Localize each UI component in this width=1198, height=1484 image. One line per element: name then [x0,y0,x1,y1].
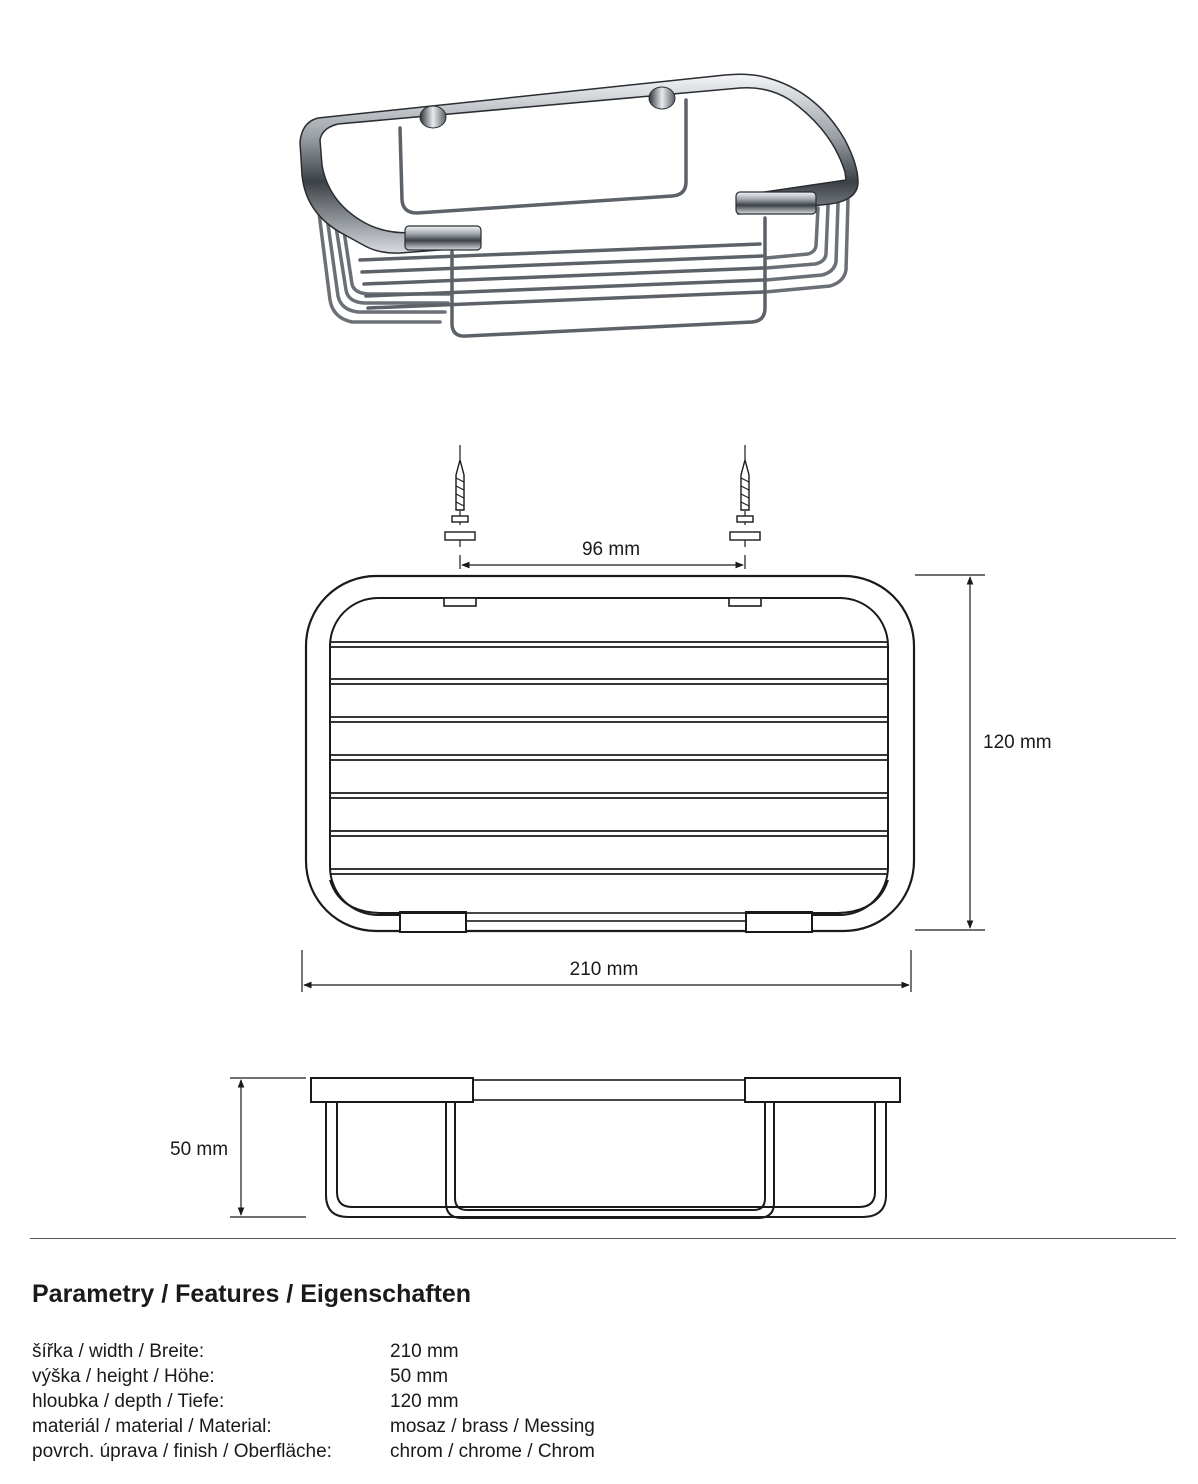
front-view-drawing [230,1078,900,1218]
top-view-drawing [302,445,985,992]
feature-label: materiál / material / Material: [32,1416,272,1437]
feature-label: povrch. úprava / finish / Oberfläche: [32,1441,332,1462]
table-row [32,1364,595,1389]
feature-label: hloubka / depth / Tiefe: [32,1391,225,1412]
dim-mount-spacing-label: 96 mm [581,539,641,560]
product-photo [300,74,858,336]
table-row [32,1439,595,1464]
feature-label: šířka / width / Breite: [32,1341,205,1362]
dim-width-label: 210 mm [569,959,639,980]
feature-value: 50 mm [390,1366,449,1387]
feature-value: 120 mm [390,1391,459,1412]
features-table [32,1339,595,1464]
features-title: Parametry / Features / Eigenschaften [32,1280,472,1308]
table-row [32,1339,595,1364]
dim-depth-label: 120 mm [983,732,1052,753]
dim-height-label: 50 mm [170,1139,229,1160]
table-row [32,1414,595,1439]
feature-value: 210 mm [390,1341,459,1362]
section-divider [30,1238,1176,1239]
feature-value: chrom / chrome / Chrom [390,1441,595,1462]
table-row [32,1389,595,1414]
feature-value: mosaz / brass / Messing [390,1416,595,1437]
feature-label: výška / height / Höhe: [32,1366,215,1387]
